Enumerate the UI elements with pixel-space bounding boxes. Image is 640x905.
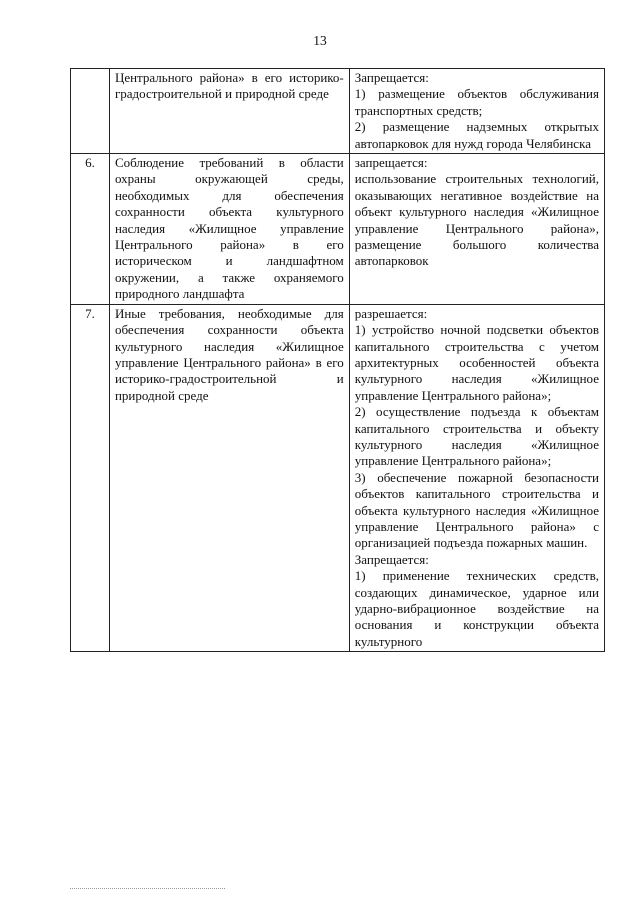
- regulation-heading: разрешается:: [354, 305, 428, 321]
- requirement-cell: [109, 69, 349, 154]
- regulation-item: 1) устройство ночной подсветки объектов капитального строительства с учетом архитектурных особенностей объекта культурного наследия «Жилищное управление Центрального района»;: [354, 322, 599, 403]
- regulation-heading: Запрещается:: [354, 70, 429, 85]
- footer-rule: [70, 888, 225, 889]
- regulation-item: использование строительных технологий, оказывающих негативное воздействие на объект культурного наследия «Жилищное управление Центрального района», размещение большого количества автопарковок: [354, 171, 599, 269]
- table-row: [71, 69, 605, 154]
- table-row: [71, 154, 605, 305]
- requirement-text: Иные требования, необходимые для обеспечения сохранности объекта культурного наследия «Жилищное управление Центрального района» в его историко-градостроительной и природной среде: [114, 305, 344, 403]
- requirement-cell: [109, 154, 349, 305]
- row-number-cell: 7.: [71, 304, 110, 652]
- row-number-cell: [71, 69, 110, 154]
- regulation-heading: Запрещается:: [354, 551, 429, 567]
- regulation-item: 1) применение технических средств, создающих динамическое, ударное или ударно-вибрационное воздействие на основания и конструкции объекта культурного: [354, 568, 599, 649]
- regulation-item: 3) обеспечение пожарной безопасности объектов капитального строительства и объекта культурного наследия «Жилищное управление Центрального района» с организацией подъезда пожарных машин.: [354, 469, 599, 551]
- regulation-cell: [349, 154, 604, 305]
- regulation-heading: запрещается:: [354, 155, 428, 171]
- requirement-text: Соблюдение требований в области охраны окружающей среды, необходимых для обеспечения сохранности объекта культурного наследия «Жилищное управление Центрального района» в его историческом и ландшафтном окружении, а также охраняемого природного ландшафта: [114, 155, 344, 302]
- requirement-text: Центрального района» в его историко-градостроительной и природной среде: [114, 70, 344, 102]
- regulations-table: [70, 68, 605, 652]
- row-number-cell: 6.: [71, 154, 110, 305]
- requirement-cell: [109, 304, 349, 652]
- table-row: [71, 304, 605, 652]
- regulation-cell: [349, 304, 604, 652]
- regulation-item: 2) размещение надземных открытых автопарковок для нужд города Челябинска: [354, 119, 599, 151]
- regulation-item: 1) размещение объектов обслуживания транспортных средств;: [354, 86, 599, 118]
- page-number: 13: [313, 33, 327, 48]
- regulation-item: 2) осуществление подъезда к объектам капитального строительства и объекту культурного наследия «Жилищное управление Центрального района»;: [354, 404, 599, 469]
- regulation-cell: [349, 69, 604, 154]
